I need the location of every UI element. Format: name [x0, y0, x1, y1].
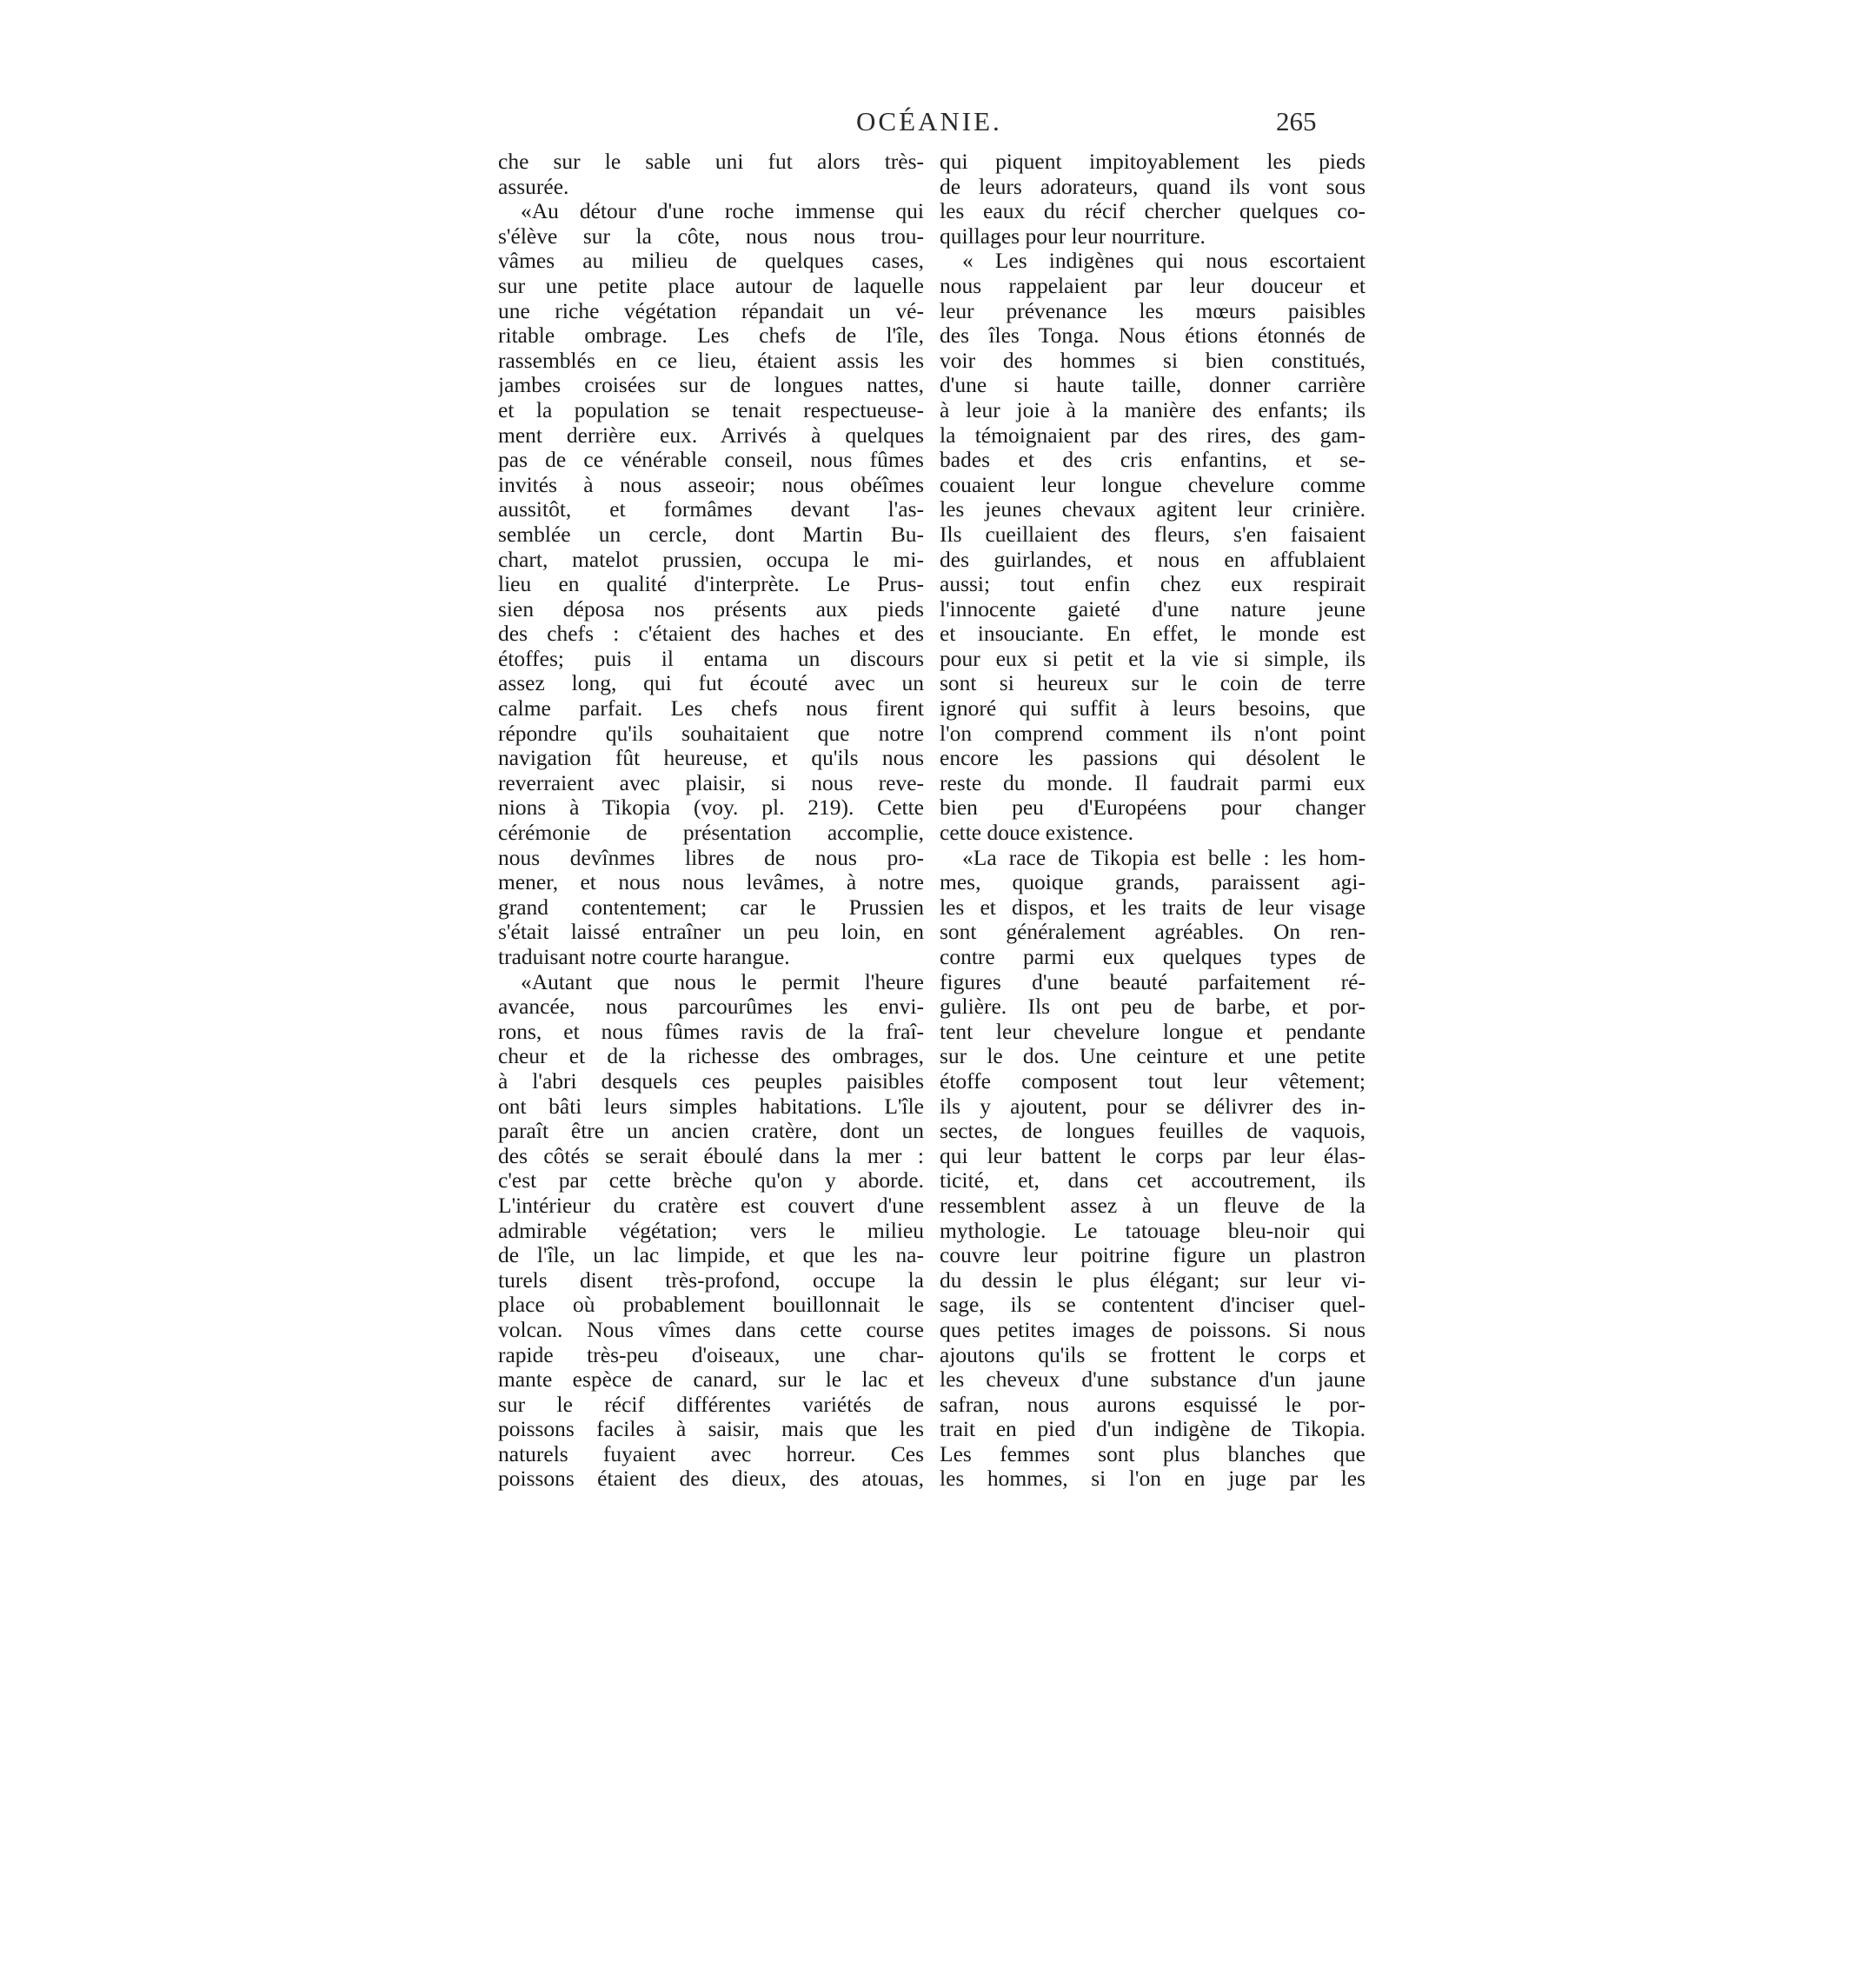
text-line: de leurs adorateurs, quand ils vont sous: [940, 174, 1366, 199]
text-line: figures d'une beauté parfaitement ré-: [940, 969, 1366, 994]
text-line: nions à Tikopia (voy. pl. 219). Cette: [498, 795, 924, 821]
text-line: poissons étaient des dieux, des atouas,: [498, 1466, 924, 1492]
text-line: étoffe composent tout leur vêtement;: [940, 1068, 1366, 1094]
text-line: voir des hommes si bien constitués,: [940, 348, 1366, 373]
text-line: sont généralement agréables. On ren-: [940, 920, 1366, 945]
text-line: des îles Tonga. Nous étions étonnés de: [940, 323, 1366, 349]
text-line: ils y ajoutent, pour se délivrer des in-: [940, 1094, 1366, 1119]
text-line: les et dispos, et les traits de leur visage: [940, 894, 1366, 920]
text-line: les jeunes chevaux agitent leur crinière.: [940, 497, 1366, 522]
text-line: turels disent très-profond, occupe la: [498, 1267, 924, 1293]
text-line: mante espèce de canard, sur le lac et: [498, 1367, 924, 1393]
text-line: ignoré qui suffit à leurs besoins, que: [940, 696, 1366, 721]
text-line: ticité, et, dans cet accoutrement, ils: [940, 1168, 1366, 1193]
text-line: mythologie. Le tatouage bleu-noir qui: [940, 1218, 1366, 1243]
text-line: naturels fuyaient avec horreur. Ces: [498, 1441, 924, 1466]
text-line: jambes croisées sur de longues nattes,: [498, 373, 924, 398]
text-line: répondre qu'ils souhaitaient que notre: [498, 721, 924, 746]
text-line: de l'île, un lac limpide, et que les na-: [498, 1243, 924, 1268]
text-line: «La race de Tikopia est belle : les hom-: [962, 845, 1366, 870]
text-line: sur une petite place autour de laquelle: [498, 273, 924, 298]
text-line: poissons faciles à saisir, mais que les: [498, 1417, 924, 1442]
text-line: étoffes; puis il entama un discours: [498, 646, 924, 671]
text-line: aussi; tout enfin chez eux respirait: [940, 572, 1366, 597]
text-line: grand contentement; car le Prussien: [498, 894, 924, 920]
text-line: mes, quoique grands, paraissent agi-: [940, 870, 1366, 895]
text-line: invités à nous asseoir; nous obéîmes: [498, 472, 924, 497]
text-line: rapide très-peu d'oiseaux, une char-: [498, 1342, 924, 1367]
text-line: à leur joie à la manière des enfants; ils: [940, 397, 1366, 422]
text-line: admirable végétation; vers le milieu: [498, 1218, 924, 1243]
text-line: paraît être un ancien cratère, dont un: [498, 1119, 924, 1144]
text-line: une riche végétation répandait un vé-: [498, 298, 924, 323]
text-line: les eaux du récif chercher quelques co-: [940, 199, 1366, 224]
text-line: semblée un cercle, dont Martin Bu-: [498, 522, 924, 547]
text-line: « Les indigènes qui nous escortaient: [962, 249, 1366, 274]
text-line: encore les passions qui désolent le: [940, 746, 1366, 771]
text-line: ajoutons qu'ils se frottent le corps et: [940, 1342, 1366, 1367]
text-line: calme parfait. Les chefs nous firent: [498, 696, 924, 721]
text-line: couvre leur poitrine figure un plastron: [940, 1243, 1366, 1268]
text-line: safran, nous aurons esquissé le por-: [940, 1392, 1366, 1417]
text-line: sont si heureux sur le coin de terre: [940, 671, 1366, 696]
text-line: nous rappelaient par leur douceur et: [940, 273, 1366, 298]
text-line: s'était laissé entraîner un peu loin, en: [498, 920, 924, 945]
text-line: ont bâti leurs simples habitations. L'île: [498, 1094, 924, 1119]
text-line: mener, et nous nous levâmes, à notre: [498, 870, 924, 895]
text-line: sectes, de longues feuilles de vaquois,: [940, 1119, 1366, 1144]
text-line: sien déposa nos présents aux pieds: [498, 596, 924, 622]
text-line: ressemblent assez à un fleuve de la: [940, 1193, 1366, 1218]
text-line: navigation fût heureuse, et qu'ils nous: [498, 746, 924, 771]
text-line: leur prévenance les mœurs paisibles: [940, 298, 1366, 323]
text-line: des côtés se serait éboulé dans la mer :: [498, 1143, 924, 1168]
text-line: chart, matelot prussien, occupa le mi-: [498, 547, 924, 572]
text-line: traduisant notre courte harangue.: [498, 945, 790, 969]
text-column-right: [940, 150, 1366, 1492]
text-line: pas de ce vénérable conseil, nous fûmes: [498, 448, 924, 473]
text-line: rassemblés en ce lieu, étaient assis les: [498, 348, 924, 373]
text-line: sage, ils se contentent d'inciser quel-: [940, 1293, 1366, 1318]
text-line: trait en pied d'un indigène de Tikopia.: [940, 1417, 1366, 1442]
text-line: les hommes, si l'on en juge par les: [940, 1466, 1366, 1492]
text-line: du dessin le plus élégant; sur leur vi-: [940, 1267, 1366, 1293]
text-line: pour eux si petit et la vie si simple, ils: [940, 646, 1366, 671]
text-line: che sur le sable uni fut alors très-: [498, 150, 924, 174]
text-line: cette douce existence.: [940, 821, 1134, 846]
text-line: volcan. Nous vîmes dans cette course: [498, 1317, 924, 1342]
text-line: «Au détour d'une roche immense qui: [521, 199, 924, 224]
text-line: L'intérieur du cratère est couvert d'une: [498, 1193, 924, 1218]
text-line: l'innocente gaieté d'une nature jeune: [940, 596, 1366, 622]
text-line: des guirlandes, et nous en affublaient: [940, 547, 1366, 572]
text-line: gulière. Ils ont peu de barbe, et por-: [940, 994, 1366, 1020]
text-line: bades et des cris enfantins, et se-: [940, 448, 1366, 473]
text-line: des chefs : c'étaient des haches et des: [498, 622, 924, 647]
text-line: qui piquent impitoyablement les pieds: [940, 150, 1366, 174]
text-line: bien peu d'Européens pour changer: [940, 795, 1366, 821]
text-line: les cheveux d'une substance d'un jaune: [940, 1367, 1366, 1393]
text-line: aussitôt, et formâmes devant l'as-: [498, 497, 924, 522]
text-line: et insouciante. En effet, le monde est: [940, 622, 1366, 647]
text-line: sur le dos. Une ceinture et une petite: [940, 1044, 1366, 1069]
text-line: quillages pour leur nourriture.: [940, 223, 1206, 249]
running-title: OCÉANIE.: [856, 106, 1002, 136]
text-line: et la population se tenait respectueuse-: [498, 397, 924, 422]
text-line: place où probablement bouillonnait le: [498, 1293, 924, 1318]
text-line: l'on comprend comment ils n'ont point: [940, 721, 1366, 746]
text-line: reste du monde. Il faudrait parmi eux: [940, 770, 1366, 795]
text-line: sur le récif différentes variétés de: [498, 1392, 924, 1417]
text-line: lieu en qualité d'interprète. Le Prus-: [498, 572, 924, 597]
text-line: couaient leur longue chevelure comme: [940, 472, 1366, 497]
text-line: cérémonie de présentation accomplie,: [498, 821, 924, 846]
text-line: tent leur chevelure longue et pendante: [940, 1019, 1366, 1044]
text-column-left: [498, 150, 924, 1492]
text-line: ques petites images de poissons. Si nous: [940, 1317, 1366, 1342]
text-line: «Autant que nous le permit l'heure: [521, 969, 924, 994]
text-line: contre parmi eux quelques types de: [940, 945, 1366, 969]
text-line: avancée, nous parcourûmes les envi-: [498, 994, 924, 1020]
text-line: cheur et de la richesse des ombrages,: [498, 1044, 924, 1069]
text-line: Ils cueillaient des fleurs, s'en faisaient: [940, 522, 1366, 547]
text-line: vâmes au milieu de quelques cases,: [498, 249, 924, 274]
text-line: rons, et nous fûmes ravis de la fraî-: [498, 1019, 924, 1044]
text-line: nous devînmes libres de nous pro-: [498, 845, 924, 870]
text-line: ment derrière eux. Arrivés à quelques: [498, 422, 924, 448]
text-line: ritable ombrage. Les chefs de l'île,: [498, 323, 924, 349]
text-line: Les femmes sont plus blanches que: [940, 1441, 1366, 1466]
text-line: reverraient avec plaisir, si nous reve-: [498, 770, 924, 795]
text-line: assez long, qui fut écouté avec un: [498, 671, 924, 696]
text-line: assurée.: [498, 174, 569, 199]
text-line: d'une si haute taille, donner carrière: [940, 373, 1366, 398]
page-number: 265: [1276, 106, 1317, 136]
text-line: c'est par cette brèche qu'on y aborde.: [498, 1168, 924, 1193]
text-line: s'élève sur la côte, nous nous trou-: [498, 223, 924, 249]
text-line: la témoignaient par des rires, des gam-: [940, 422, 1366, 448]
text-line: qui leur battent le corps par leur élas-: [940, 1143, 1366, 1168]
text-line: à l'abri desquels ces peuples paisibles: [498, 1068, 924, 1094]
